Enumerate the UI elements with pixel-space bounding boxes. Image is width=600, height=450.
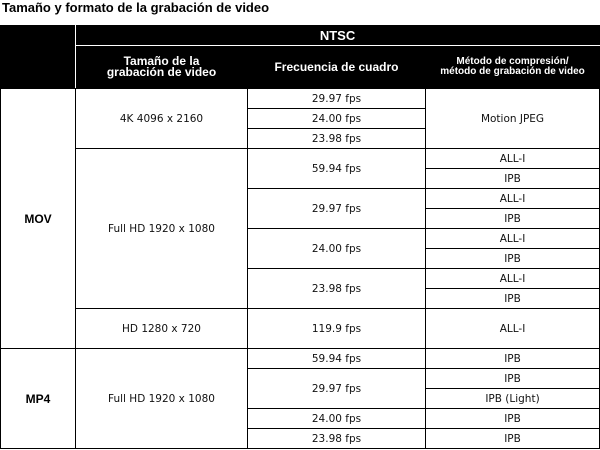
method-cell: IPB [426,249,600,269]
method-cell: ALL-I [426,269,600,289]
table-row [1,309,600,329]
method-cell: ALL-I [426,309,600,349]
size-cell: 4K 4096 x 2160 [76,89,248,149]
frame-rate-cell: 29.97 fps [248,189,426,229]
header-ntsc: NTSC [76,26,600,46]
header-recording-size [76,46,248,89]
table-row [1,149,600,169]
header-compression-method [426,46,600,89]
method-cell: IPB [426,289,600,309]
recording-format-table [0,25,600,449]
frame-rate-cell: 24.00 fps [248,229,426,269]
method-cell: IPB [426,169,600,189]
frame-rate-cell: 29.97 fps [248,369,426,409]
header-recording-size-line1: Tamaño de la [123,54,200,68]
method-cell: ALL-I [426,229,600,249]
page-title: Tamaño y formato de la grabación de video [2,0,270,15]
method-cell: ALL-I [426,149,600,169]
header-recording-size-line2: grabación de video [106,65,217,79]
table-row [1,89,600,109]
method-cell: IPB [426,369,600,389]
header-corner-cell [1,26,76,89]
method-cell: IPB (Light) [426,389,600,409]
size-cell: Full HD 1920 x 1080 [76,349,248,449]
format-mp4: MP4 [1,349,76,449]
frame-rate-cell: 23.98 fps [248,269,426,309]
header-compression-method-line1: Método de compresión/ [456,56,569,67]
frame-rate-cell: 24.00 fps [248,409,426,429]
frame-rate-cell: 29.97 fps [248,89,426,109]
frame-rate-cell: 23.98 fps [248,129,426,149]
method-cell: IPB [426,409,600,429]
header-frame-rate: Frecuencia de cuadro [248,46,426,89]
header-compression-method-line2: método de grabación de video [440,66,585,77]
frame-rate-cell: 23.98 fps [248,429,426,449]
frame-rate-cell: 119.9 fps [248,309,426,349]
frame-rate-cell: 59.94 fps [248,149,426,189]
table-row [1,349,600,369]
frame-rate-cell: 59.94 fps [248,349,426,369]
frame-rate-cell: 24.00 fps [248,109,426,129]
method-cell: IPB [426,429,600,449]
method-cell: IPB [426,209,600,229]
size-cell: Full HD 1920 x 1080 [76,149,248,309]
method-cell: ALL-I [426,189,600,209]
format-mov: MOV [1,89,76,349]
size-cell: HD 1280 x 720 [76,309,248,349]
method-cell: Motion JPEG [426,89,600,149]
method-cell: IPB [426,349,600,369]
